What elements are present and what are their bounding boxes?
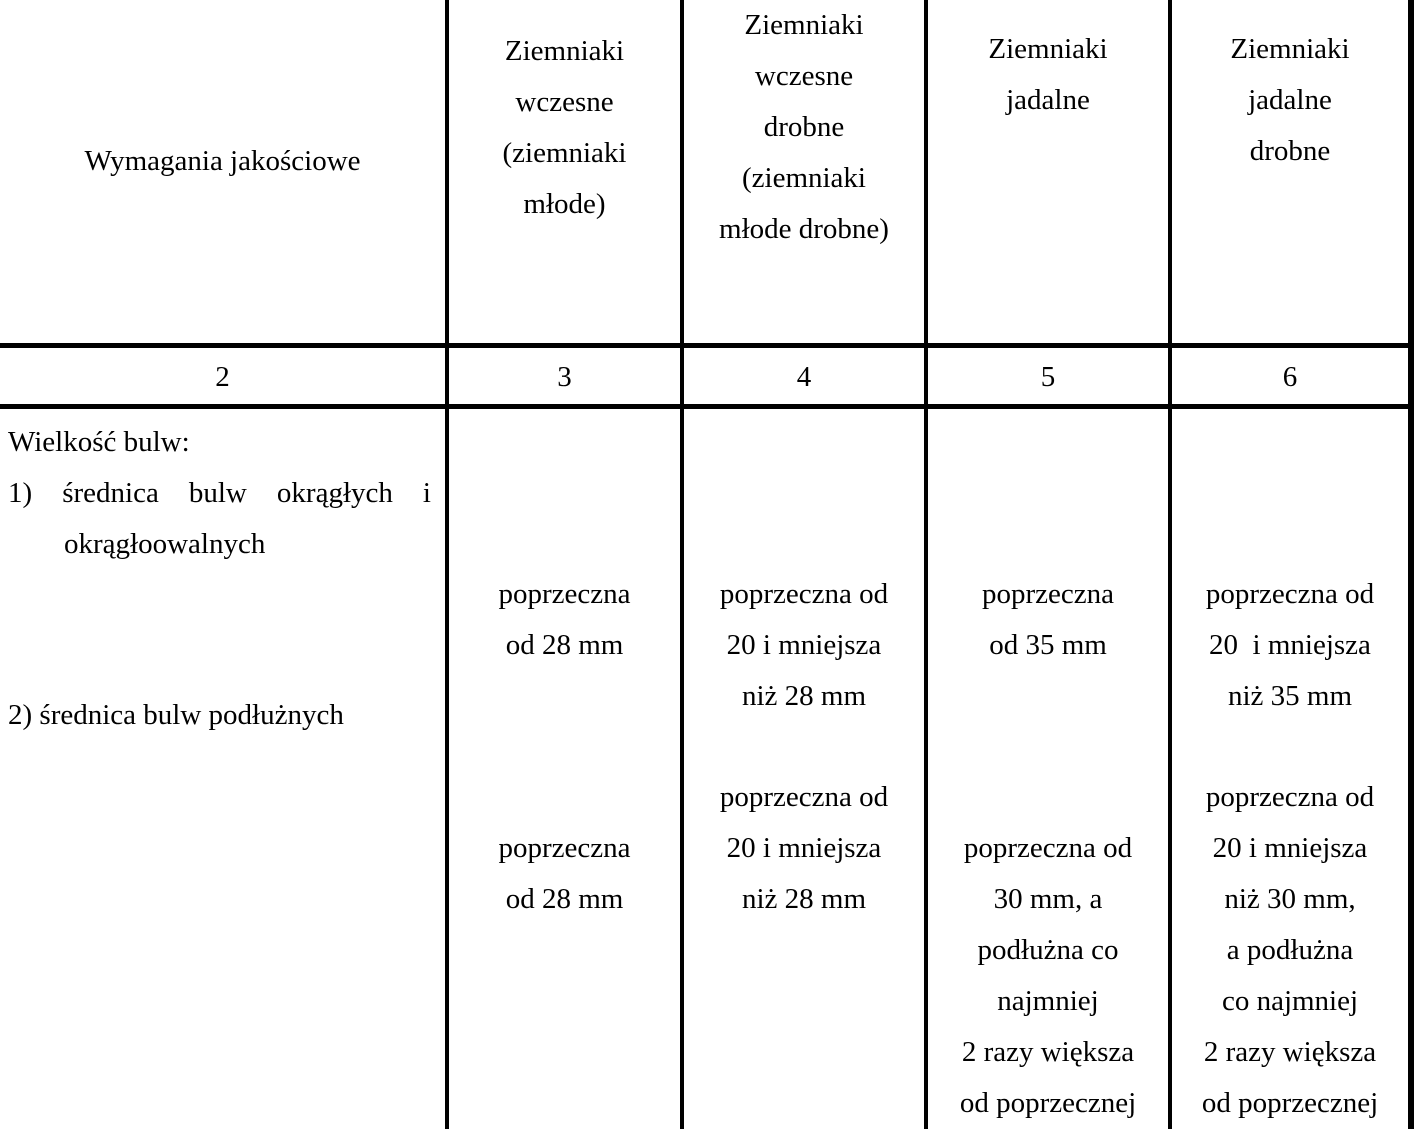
value-line: podłużna co — [928, 925, 1168, 976]
column-number: 6 — [1172, 348, 1408, 404]
number-cell-3 — [447, 346, 682, 407]
top-spacer — [928, 417, 1168, 569]
header-line: Ziemniaki — [684, 0, 924, 51]
column-number: 2 — [0, 348, 445, 404]
paragraph-spacer — [684, 722, 924, 772]
value-line: 20 i mniejsza — [1172, 620, 1408, 671]
value-line: poprzeczna — [449, 569, 680, 620]
column-number: 3 — [449, 348, 680, 404]
column-number: 5 — [928, 348, 1168, 404]
value-line: od 28 mm — [449, 874, 680, 925]
header-edible-text — [928, 0, 1168, 343]
top-spacer — [449, 417, 680, 569]
value-line: niż 35 mm — [1172, 671, 1408, 722]
table-header-row — [0, 0, 1411, 346]
header-line: Wymagania jakościowe — [84, 136, 360, 187]
value-line: 20 i mniejsza — [684, 823, 924, 874]
value-line: 30 mm, a — [928, 874, 1168, 925]
value-line: a podłużna — [1172, 925, 1408, 976]
number-cell-6 — [1170, 346, 1411, 407]
header-cell-early-small — [682, 0, 926, 346]
value-line: poprzeczna od — [928, 823, 1168, 874]
value-line: 2 razy większa — [1172, 1027, 1408, 1078]
requirements-item2: 2) średnica bulw podłużnych — [8, 690, 445, 741]
body-cell-requirements — [0, 407, 447, 1129]
header-early-text — [449, 0, 680, 343]
paragraph-spacer — [928, 671, 1168, 823]
value-line: 20 i mniejsza — [684, 620, 924, 671]
value-line: poprzeczna od — [684, 772, 924, 823]
paragraph-spacer — [1172, 722, 1408, 772]
edible-small-values — [1172, 409, 1408, 1129]
early-values — [449, 409, 680, 1129]
body-cell-edible-small — [1170, 407, 1411, 1129]
body-cell-early — [447, 407, 682, 1129]
header-line: Ziemniaki — [928, 24, 1168, 75]
body-cell-edible — [926, 407, 1170, 1129]
top-spacer — [684, 417, 924, 569]
header-line: wczesne — [684, 51, 924, 102]
header-cell-requirements — [0, 0, 447, 346]
header-line: drobne — [1172, 126, 1408, 177]
header-line: jadalne — [1172, 75, 1408, 126]
header-early-small-text — [684, 0, 924, 343]
paragraph-spacer — [449, 671, 680, 823]
header-line: (ziemniaki — [684, 153, 924, 204]
value-line: co najmniej — [1172, 976, 1408, 1027]
value-line: niż 30 mm, — [1172, 874, 1408, 925]
column-number: 4 — [684, 348, 924, 404]
requirements-title: Wielkość bulw: — [8, 417, 445, 468]
header-line: młode drobne) — [684, 204, 924, 255]
number-cell-4 — [682, 346, 926, 407]
number-cell-2 — [0, 346, 447, 407]
header-line: (ziemniaki — [449, 128, 680, 179]
requirements-text — [0, 409, 445, 1129]
table-row — [0, 407, 1411, 1129]
value-line: niż 28 mm — [684, 874, 924, 925]
header-cell-edible-small — [1170, 0, 1411, 346]
value-line: poprzeczna od — [684, 569, 924, 620]
value-line: od poprzecznej — [928, 1078, 1168, 1129]
value-line: poprzeczna — [449, 823, 680, 874]
value-line: poprzeczna — [928, 569, 1168, 620]
value-line: 20 i mniejsza — [1172, 823, 1408, 874]
table-column-number-row — [0, 346, 1411, 407]
header-line: wczesne — [449, 77, 680, 128]
header-line: jadalne — [928, 75, 1168, 126]
header-cell-early — [447, 0, 682, 346]
header-line: młode) — [449, 179, 680, 230]
value-line: od 28 mm — [449, 620, 680, 671]
value-line: 2 razy większa — [928, 1027, 1168, 1078]
number-cell-5 — [926, 346, 1170, 407]
edible-values — [928, 409, 1168, 1129]
value-line: poprzeczna od — [1172, 569, 1408, 620]
value-line: niż 28 mm — [684, 671, 924, 722]
body-cell-early-small — [682, 407, 926, 1129]
value-line: najmniej — [928, 976, 1168, 1027]
requirements-item1-line2: okrągłoowalnych — [8, 519, 445, 570]
header-cell-edible — [926, 0, 1170, 346]
header-line: Ziemniaki — [449, 26, 680, 77]
value-line: od poprzecznej — [1172, 1078, 1408, 1129]
paragraph-spacer — [8, 570, 445, 690]
early-small-values — [684, 409, 924, 1129]
requirements-item1-line1: 1) średnica bulw okrągłych i — [8, 468, 445, 519]
value-line: od 35 mm — [928, 620, 1168, 671]
header-requirements-text — [0, 0, 445, 343]
value-line: poprzeczna od — [1172, 772, 1408, 823]
header-line: drobne — [684, 102, 924, 153]
top-spacer — [1172, 417, 1408, 569]
header-line: Ziemniaki — [1172, 24, 1408, 75]
header-edible-small-text — [1172, 0, 1408, 343]
